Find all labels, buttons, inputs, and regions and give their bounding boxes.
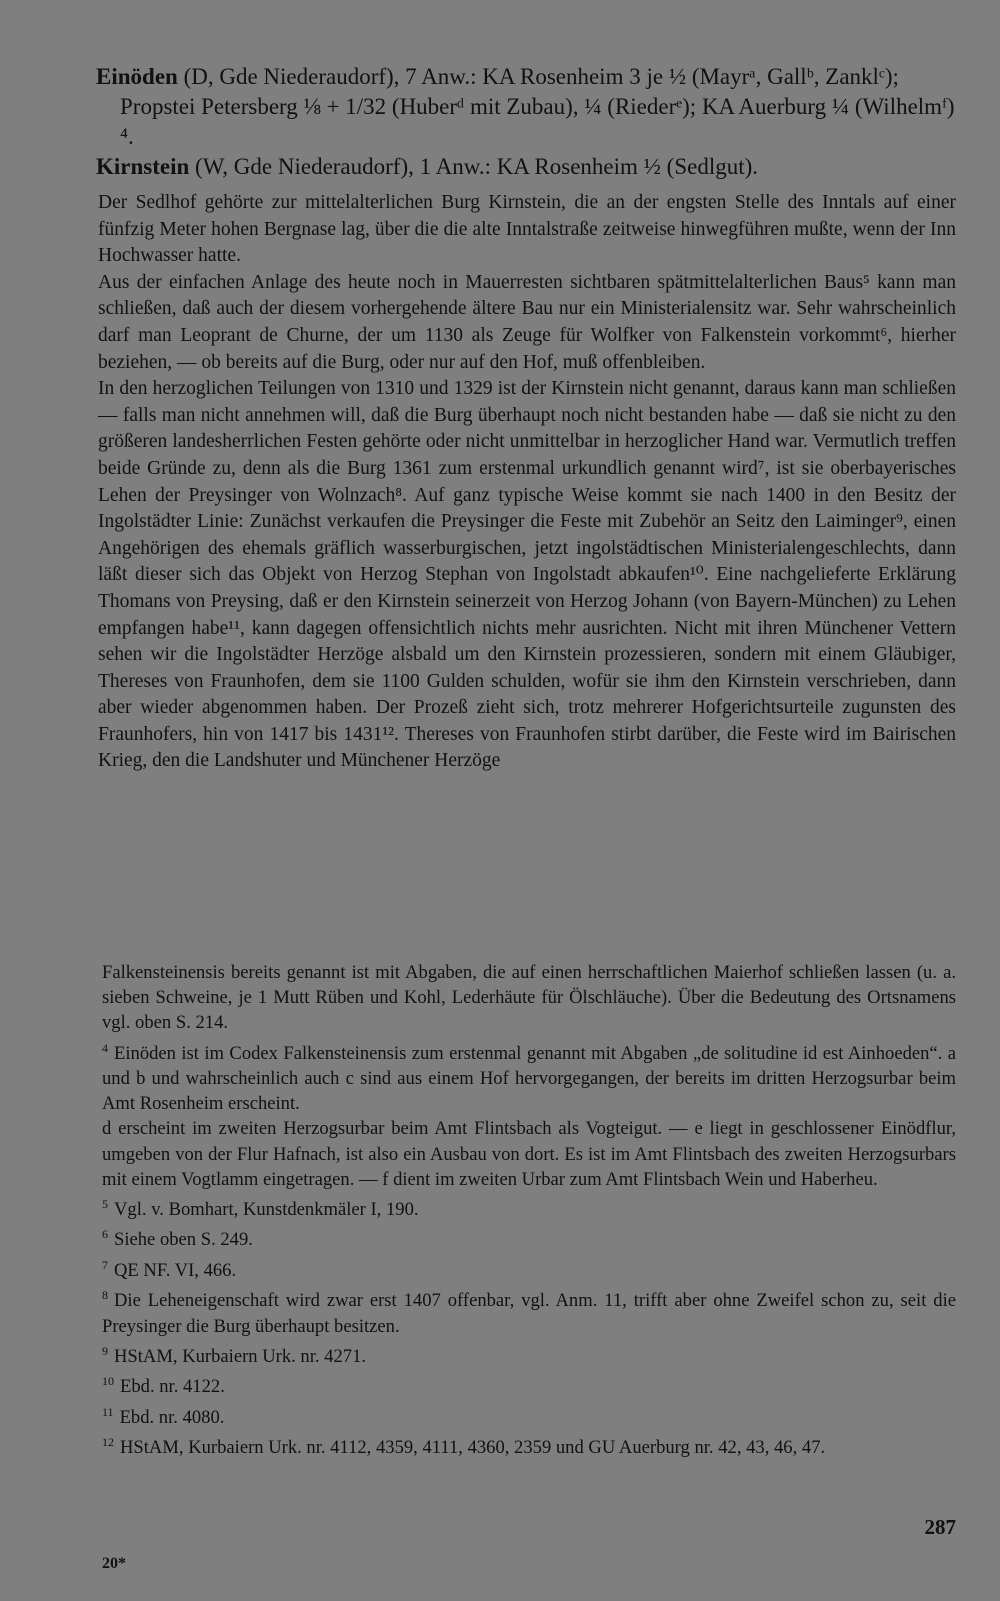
entry-text: (W, Gde Niederaudorf), 1 Anw.: KA Rosenheim ½ (Sedlgut). [189, 154, 759, 179]
footnote [102, 1253, 956, 1283]
page-number: 287 [924, 1515, 956, 1539]
footnote-text: Siehe oben S. 249. [114, 1229, 253, 1251]
footnote-number: 12 [102, 1434, 114, 1449]
printer-signature: 20* [102, 1555, 126, 1572]
footnote-text: QE NF. VI, 466. [114, 1259, 237, 1281]
footnote [102, 1036, 956, 1117]
place-entry-einoeden [96, 62, 956, 152]
footnote-text: Einöden ist im Codex Falkensteinensis zum erstenmal genannt mit Abgaben „de solitudine id est Ainhoeden“. a und b und wahrscheinlich auch c sind aus einem Hof hervorgegangen, der bereits im dritten Herzogsurbar beim Amt Rosenheim erscheint. [102, 1042, 956, 1115]
footnote-continuation [102, 960, 956, 1036]
footnote-text: d erscheint im zweiten Herzogsurbar beim Amt Flintsbach als Vogteigut. — e liegt in geschlossener Einödflur, umgeben von der Flur Hafnach, ist also ein Ausbau von dort. Es ist im Amt Flintsbach des zweiten Herzogsurbars mit einem Vogtlamm eingetragen. — f dient im zweiten Urbar zum Amt Flintsbach Wein und Haberheu. [102, 1118, 956, 1190]
footnote-number: 9 [102, 1343, 108, 1358]
footnotes [102, 960, 956, 1460]
footnote-number: 5 [102, 1197, 108, 1212]
place-entry-kirnstein [96, 152, 956, 182]
footnote-text: Ebd. nr. 4122. [120, 1376, 225, 1398]
footnote [102, 1430, 956, 1460]
footnote-text: HStAM, Kurbaiern Urk. nr. 4271. [114, 1345, 367, 1367]
paragraph: Der Sedlhof gehörte zur mittelalterlichen Burg Kirnstein, die an der engsten Stelle des Inntals auf einer fünfzig Meter hohen Bergnase lag, über die die alte Inntalstraße zeitweise hinwegführen mußte, wenn der Inn Hochwasser hatte. [98, 192, 956, 267]
paragraph: In den herzoglichen Teilungen von 1310 und 1329 ist der Kirnstein nicht genannt, daraus kann man schließen — falls man nicht annehmen will, daß die Burg überhaupt noch nicht bestanden habe — daß sie nicht zu den größeren landesherrlichen Festen gehörte oder nicht unmittelbar in herzoglicher Hand war. Vermutlich treffen beide Gründe zu, denn als die Burg 1361 zum erstenmal urkundlich genannt wird⁷, ist sie oberbayerisches Lehen der Preysinger von Wolnzach⁸. Auf ganz typische Weise kommt sie nach 1400 in den Besitz der Ingolstädter Linie: Zunächst verkaufen die Preysinger die Feste mit Zubehör an Seitz den Laiminger⁹, einen Angehörigen des ehemals gräflich wasserburgischen, jetzt ingolstädtischen Ministerialengeschlechts, dann läßt dieser sich das Objekt von Herzog Stephan von Ingolstadt abkaufen¹⁰. Eine nachgelieferte Erklärung Thomans von Preysing, daß er den Kirnstein seinerzeit von Herzog Johann (von Bayern-München) zu Lehen empfangen habe¹¹, kann dagegen offensichtlich nichts mehr ausrichten. Nicht mit ihren Münchener Vettern sehen wir die Ingolstädter Herzöge alsbald um den Kirnstein prozessieren, sondern mit einem Gläubiger, Thereses von Fraunhofen, dem sie 1100 Gulden schulden, wofür sie ihm den Kirnstein verschrieben, dann aber wieder abgenommen haben. Der Prozeß zieht sich, trotz mehrerer Hofgerichtsurteile zugunsten des Fraunhofers, hin von 1417 bis 1431¹². Thereses von Fraunhofen stirbt darüber, die Feste wird im Bairischen Krieg, den die Landshuter und Münchener Herzöge [98, 378, 956, 772]
footnote-text: Die Leheneigenschaft wird zwar erst 1407 offenbar, vgl. Anm. 11, trifft aber ohne Zweifel schon zu, seit die Preysinger die Burg überhaupt besitzen. [102, 1290, 956, 1337]
footnote [102, 1283, 956, 1339]
footnote [102, 1222, 956, 1252]
entry-name: Einöden [96, 64, 178, 89]
footnote-continuation [102, 1116, 956, 1192]
footnote-number: 11 [102, 1404, 114, 1419]
footnote-text: Falkensteinensis bereits genannt ist mit Abgaben, die auf einen herrschaftlichen Maierhof schließen lassen (u. a. sieben Schweine, je 1 Mutt Rüben und Kohl, Lederhäute für Ölschläuche). Über die Bedeutung des Ortsnamens vgl. oben S. 214. [102, 962, 956, 1034]
footnote-number: 6 [102, 1227, 108, 1242]
footnote [102, 1400, 956, 1430]
footnote-text: Ebd. nr. 4080. [119, 1406, 225, 1428]
footnote [102, 1369, 956, 1399]
entry-text: (D, Gde Niederaudorf), 7 Anw.: KA Rosenheim 3 je ½ (Mayrᵃ, Gallᵇ, Zanklᶜ); Propstei Petersberg ⅛ + 1/32 (Huberᵈ mit Zubau), ¼ (Riederᵉ); KA Auerburg ¼ (Wilhelmᶠ) ⁴. [120, 64, 955, 149]
footnote-text: Vgl. v. Bomhart, Kunstdenkmäler I, 190. [114, 1199, 419, 1221]
entry-name: Kirnstein [96, 154, 190, 179]
footnote [102, 1339, 956, 1369]
main-text [98, 190, 956, 775]
footnote-number: 7 [102, 1257, 108, 1272]
footnote-number: 10 [102, 1374, 114, 1389]
paragraph: Aus der einfachen Anlage des heute noch in Mauerresten sichtbaren spätmittelalterlichen Baus⁵ kann man schließen, daß auch der diesem vorhergehende ältere Bau nur ein Ministerialensitz war. Sehr wahrscheinlich darf man Leoprant de Churne, der um 1130 als Zeuge für Wolfker von Falkenstein vorkommt⁶, hierher beziehen, — ob bereits auf die Burg, oder nur auf den Hof, muß offenbleiben. [98, 271, 956, 373]
footnote-number: 4 [102, 1040, 108, 1055]
footnote [102, 1192, 956, 1222]
footnote-number: 8 [102, 1288, 108, 1303]
footnote-text: HStAM, Kurbaiern Urk. nr. 4112, 4359, 4111, 4360, 2359 und GU Auerburg nr. 42, 43, 46, 47. [120, 1437, 826, 1459]
